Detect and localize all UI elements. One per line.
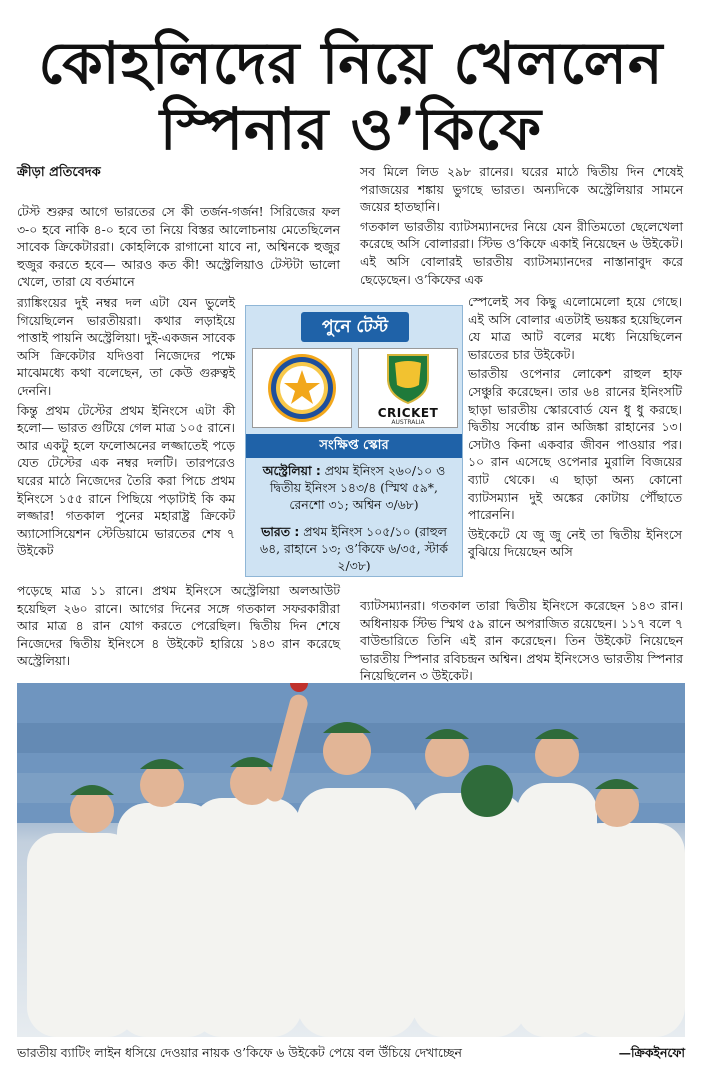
article-column-left-mid [17,294,235,562]
india-team-label: ভারত : [261,524,300,539]
headline-line-1: কোহলিদের নিয়ে খেললেন [38,29,664,97]
article-paragraph: কিন্তু প্রথম টেস্টের প্রথম ইনিংসে এটা কী হলো— ভারত গুটিয়ে গেল মাত্র ১০৫ রানে। আর একটু হলে ফলোঅনের লজ্জাতেই পড়ে যেত টেস্টের এক নম্বর দলটি। তারপরেও ঘরের মাঠে নিজেদের তৈরি করা পিচে প্রথম ইনিংসে ১৫৫ রানে পিছিয়ে পড়াটাই কি কম লজ্জার! গতকাল পুনের মহারাষ্ট্র ক্রিকেট অ্যাসোসিয়েশন স্টেডিয়ামে ভারতের শেষ ৭ উইকেট [17,402,235,559]
score-box [245,305,463,577]
cricket-australia-wordmark: CRICKET [377,406,439,420]
byline: ক্রীড়া প্রতিবেদক [17,165,101,180]
score-box-title: পুনে টেস্ট [301,312,409,342]
article-paragraph: সব মিলে লিড ২৯৮ রানের। ঘরের মাঠে দ্বিতীয় দিন শেষেই পরাজয়ের শঙ্কায় ভুগছে ভারত। অন্যদিকে অস্ট্রেলিয়ার সামনে জয়ের হাতছানি। [360,164,683,215]
score-heading: সংক্ষিপ্ত স্কোর [246,434,462,458]
article-paragraph: স্পেলেই সব কিছু এলোমেলো হয়ে গেছে। এই অসি বোলার এতটাই ভয়ঙ্কর হয়েছিলেন যে মাত্র আট বলের মধ্যে নিয়েছিলেন ভারতের চার উইকেট। [468,294,682,362]
article-paragraph: র‍্যাঙ্কিংয়ের দুই নম্বর দল এটা যেন ভুলেই গিয়েছিলেন ভারতীয়রা। কথার লড়াইয়ে পাত্তাই পায়নি অস্ট্রেলিয়া। দুই-একজন সাবেক অসি ক্রিকেটার যদিওবা নিজেদের পক্ষে মাঝেমধ্যে কথা বলেছেন, তা কেউ গুরুত্বই দেননি। [17,295,235,398]
players-celebrating-image [17,683,685,1037]
article-paragraph: উইকেটে যে জু জু নেই তা দ্বিতীয় ইনিংসে বুঝিয়ে দিয়েছেন অসি [468,526,682,560]
australia-team-label: অস্ট্রেলিয়া : [262,463,321,478]
cricket-australia-logo [358,348,458,428]
photo-caption: ভারতীয় ব্যাটিং লাইন ধসিয়ে দেওয়ার নায়ক ও’কিফে ৬ উইকেট পেয়ে বল উঁচিয়ে দেখাচ্ছেন [17,1045,462,1060]
india-score [252,523,456,574]
photo-credit: —ক্রিকইনফো [618,1045,685,1060]
article-column-left-bottom [17,582,340,672]
bcci-logo [252,348,352,428]
cricket-australia-shield-icon [359,349,457,405]
article-column-left-top [17,203,340,293]
article-paragraph: ব্যাটসম্যানরা। গতকাল তারা দ্বিতীয় ইনিংসে করেছেন ১৪৩ রান। অধিনায়ক স্টিভ স্মিথ ৫৯ রানে অপরাজিত রয়েছেন। ১১৭ বলে ৭ বাউন্ডারিতে তিনি এই রান করেছেন। তিন উইকেট নিয়েছেন ভারতীয় স্পিনার রবিচন্দ্রন অশ্বিন। প্রথম ইনিংসেও ভারতীয় স্পিনার নিয়েছিলেন ৩ উইকেট। [360,598,683,684]
australia-score-text: প্রথম ইনিংস ২৬০/১০ ও দ্বিতীয় ইনিংস ১৪৩/৪ (স্মিথ ৫৯*, রেনশো ৩১; অশ্বিন ৩/৬৮) [270,463,446,512]
india-score-text: প্রথম ইনিংস ১০৫/১০ (রাহুল ৬৪, রাহানে ১৩; ও’কিফে ৬/৩৫, স্টার্ক ২/৩৮) [260,524,448,573]
cricket-australia-subtext: AUSTRALIA [391,419,425,426]
match-photo [17,683,685,1037]
article-paragraph: পড়েছে মাত্র ১১ রানে। প্রথম ইনিংসে অস্ট্রেলিয়া অলআউট হয়েছিল ২৬০ রানে। আগের দিনের সঙ্গে গতকাল সফরকারীরা আর মাত্র ৪ রান যোগ করতে পেরেছিল। দ্বিতীয় দিন শেষে নিজেদের দ্বিতীয় ইনিংসে ৪ উইকেট হারিয়ে ১৪৩ রান করেছে অস্ট্রেলিয়া। [17,583,340,669]
bcci-logo-icon [253,349,351,427]
article-column-right-top [360,163,683,290]
article-paragraph: টেস্ট শুরুর আগে ভারতের সে কী তর্জন-গর্জন! সিরিজের ফল ৩-০ হবে নাকি ৪-০ হবে তা নিয়ে বিস্তর আলোচনায় মেতেছিলেন সাবেক ক্রিকেটাররা। কোহলিকে রাগানো যাবে না, অশ্বিনকে হুজুর হুজুর করতে হবে— আরও কত কী! অস্ট্রেলিয়াও টেস্টটা ভালো খেলে, তারা যে বর্তমানে [17,204,340,290]
article-column-right-mid [468,293,682,563]
australia-score [252,462,456,513]
headline-line-2: স্পিনার ও’কিফে [159,95,543,163]
article-paragraph: ভারতীয় ওপেনার লোকেশ রাহুল হাফ সেঞ্চুরি করেছেন। তার ৬৪ রানের ইনিংসটি ছাড়া ভারতীয় স্কোরবোর্ড যেন ধু ধু করছে। দ্বিতীয় সর্বোচ্চ রান অজিঙ্কা রাহানের ১৩। সেটাও কিনা একবার জীবন পাওয়ার পর। ১০ রান এসেছে ওপেনার মুরালি বিজয়ের ব্যাট থেকে। এ ছাড়া অন্য কোনো ব্যাটসম্যান দুই অঙ্কের কোটায় পৌঁছাতে পারেননি। [468,366,682,523]
article-paragraph: গতকাল ভারতীয় ব্যাটসম্যানদের নিয়ে যেন রীতিমতো ছেলেখেলা করেছে অসি বোলাররা। স্টিভ ও’কিফে একাই নিয়েছেন ৬ উইকেট। এই অসি বোলারই ভারতীয় ব্যাটসম্যানদের নাস্তানাবুদ করে ছেড়েছেন। ও’কিফের এক [360,218,683,287]
article-column-right-bottom [360,597,683,687]
